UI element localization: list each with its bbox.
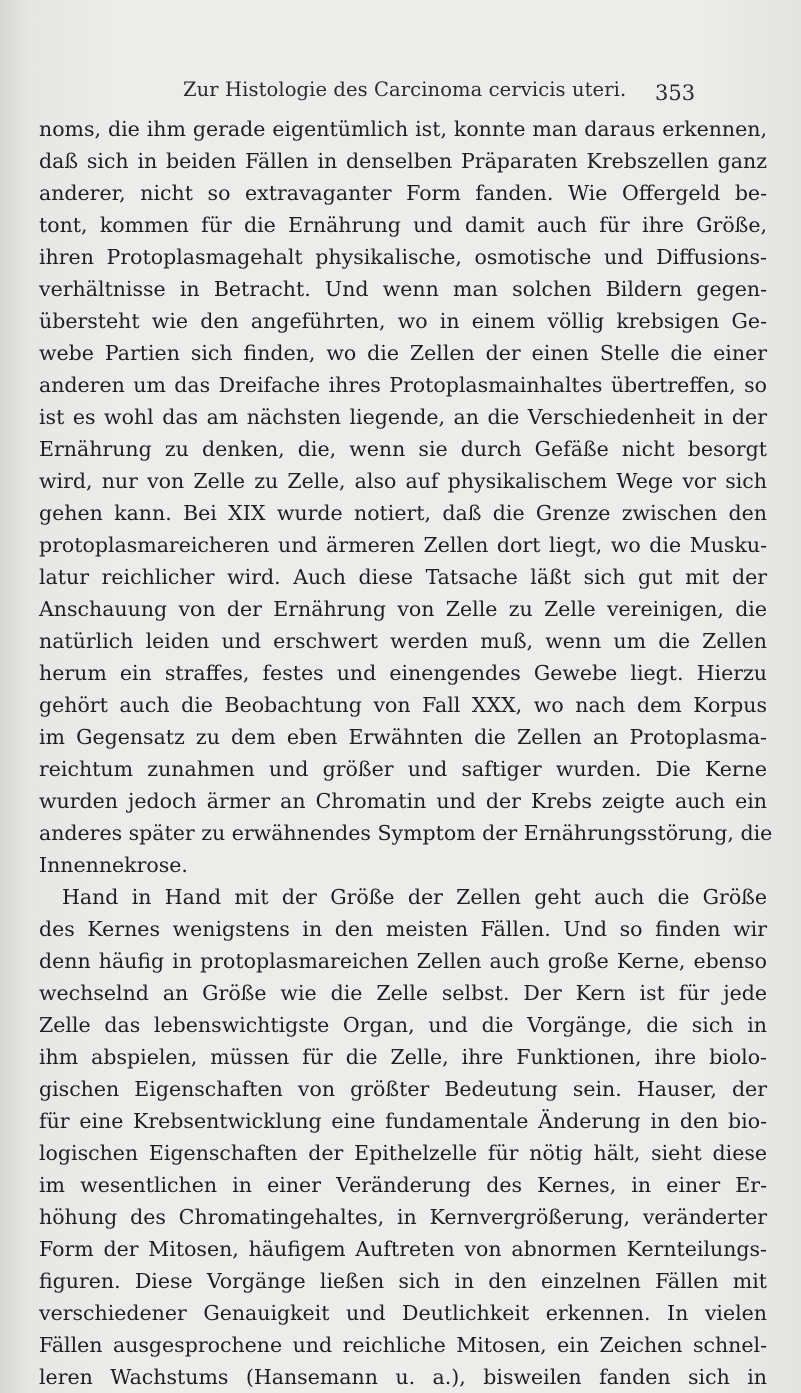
text-line: im Gegensatz zu dem eben Erwähnten die Zellen an Protoplasma- <box>39 725 767 749</box>
text-line: Fällen ausgesprochene und reichliche Mitosen, ein Zeichen schnel- <box>39 1333 767 1357</box>
text-line: verschiedener Genauigkeit und Deutlichkeit erkennen. In vielen <box>39 1301 767 1325</box>
running-title: Zur Histologie des Carcinoma cervicis uteri. <box>183 78 627 101</box>
text-line: ihm abspielen, müssen für die Zelle, ihre Funktionen, ihre biolo- <box>39 1045 767 1069</box>
text-line: natürlich leiden und erschwert werden muß, wenn um die Zellen <box>39 629 767 653</box>
text-line: wird, nur von Zelle zu Zelle, also auf physikalischem Wege vor sich <box>39 469 767 493</box>
text-line: ist es wohl das am nächsten liegende, an die Verschiedenheit in der <box>39 405 767 429</box>
text-line: für eine Krebsentwicklung eine fundamentale Änderung in den bio- <box>39 1109 767 1133</box>
text-line: Innennekrose. <box>39 853 188 877</box>
text-line: protoplasmareicheren und ärmeren Zellen dort liegt, wo die Musku- <box>39 533 767 557</box>
text-line: logischen Eigenschaften der Epithelzelle für nötig hält, sieht diese <box>39 1141 767 1165</box>
text-line: tont, kommen für die Ernährung und damit auch für ihre Größe, <box>39 213 767 237</box>
text-line: gischen Eigenschaften von größter Bedeutung sein. Hauser, der <box>39 1077 767 1101</box>
text-line: wechselnd an Größe wie die Zelle selbst. Der Kern ist für jede <box>39 981 767 1005</box>
text-line: leren Wachstums (Hansemann u. a.), bisweilen fanden sich in <box>39 1365 767 1389</box>
text-line: noms, die ihm gerade eigentümlich ist, konnte man daraus erkennen, <box>39 117 767 141</box>
page-number: 353 <box>655 81 696 105</box>
text-line: gehen kann. Bei XIX wurde notiert, daß die Grenze zwischen den <box>39 501 767 525</box>
text-line: reichtum zunahmen und größer und saftiger wurden. Die Kerne <box>39 757 767 781</box>
text-line: daß sich in beiden Fällen in denselben Präparaten Krebszellen ganz <box>39 149 767 173</box>
text-line: Zelle das lebenswichtigste Organ, und die Vorgänge, die sich in <box>39 1013 767 1037</box>
text-line: Anschauung von der Ernährung von Zelle zu Zelle vereinigen, die <box>39 597 767 621</box>
text-line: gehört auch die Beobachtung von Fall XXX, wo nach dem Korpus <box>39 693 767 717</box>
text-line: ihren Protoplasmagehalt physikalische, osmotische und Diffusions- <box>39 245 767 269</box>
text-line: anderen um das Dreifache ihres Protoplasmainhaltes übertreffen, so <box>39 373 767 397</box>
text-line: höhung des Chromatingehaltes, in Kernvergrößerung, veränderter <box>39 1205 767 1229</box>
text-line: figuren. Diese Vorgänge ließen sich in den einzelnen Fällen mit <box>39 1269 767 1293</box>
text-line: übersteht wie den angeführten, wo in einem völlig krebsigen Ge- <box>39 309 767 333</box>
text-line: im wesentlichen in einer Veränderung des Kernes, in einer Er- <box>39 1173 767 1197</box>
running-head <box>0 72 801 105</box>
text-line: anderer, nicht so extravaganter Form fanden. Wie Offergeld be- <box>39 181 767 205</box>
text-line: webe Partien sich finden, wo die Zellen der einen Stelle die einer <box>39 341 767 365</box>
text-line: des Kernes wenigstens in den meisten Fällen. Und so finden wir <box>39 917 767 941</box>
text-line: Ernährung zu denken, die, wenn sie durch Gefäße nicht besorgt <box>39 437 767 461</box>
text-line: verhältnisse in Betracht. Und wenn man solchen Bildern gegen- <box>39 277 767 301</box>
text-line: Form der Mitosen, häufigem Auftreten von abnormen Kernteilungs- <box>39 1237 767 1261</box>
text-line: Hand in Hand mit der Größe der Zellen geht auch die Größe <box>62 885 767 909</box>
text-line: denn häufig in protoplasmareichen Zellen auch große Kerne, ebenso <box>39 949 767 973</box>
text-line: herum ein straffes, festes und einengendes Gewebe liegt. Hierzu <box>39 661 767 685</box>
text-line: wurden jedoch ärmer an Chromatin und der Krebs zeigte auch ein <box>39 789 767 813</box>
text-line: latur reichlicher wird. Auch diese Tatsache läßt sich gut mit der <box>39 565 767 589</box>
text-line: anderes später zu erwähnendes Symptom der Ernährungsstörung, die <box>39 821 773 845</box>
